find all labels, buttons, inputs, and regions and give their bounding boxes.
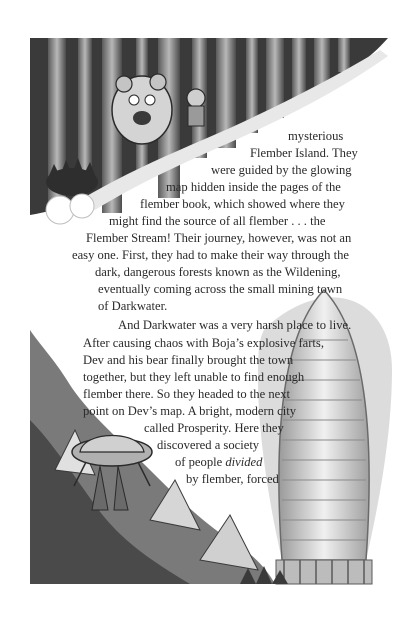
bear-character	[112, 74, 172, 144]
text-line: were guided by the glowing	[211, 163, 352, 177]
text-line: After causing chaos with Boja’s explosive farts,	[83, 336, 324, 350]
text-line: map hidden inside the pages of the	[166, 180, 341, 194]
text-line: dark, dangerous forests known as the Wildening,	[95, 265, 341, 279]
text-line: mysterious	[288, 129, 344, 143]
text-line: Dev and his bear finally brought the town	[83, 353, 294, 367]
text-line: together, but they left unable to find enough	[83, 370, 305, 384]
text-line: easy one. First, they had to make their way through the	[72, 248, 349, 262]
text-line: eventually coming across the small mining town	[98, 282, 343, 296]
text-line: might find the source of all flember . . . the	[109, 214, 326, 228]
text-line: And Darkwater was a very harsh place to live.	[118, 318, 352, 332]
text-line: flember book, which showed where they	[140, 197, 345, 211]
text-line: discovered a society	[157, 438, 260, 452]
text-line	[175, 455, 262, 470]
text-line: called Prosperity. Here they	[144, 421, 284, 435]
text-line: Flember Stream! Their journey, however, was not an	[86, 231, 352, 245]
text-line: by flember, forced	[186, 472, 279, 486]
text-line: of Darkwater.	[98, 299, 168, 313]
boy-character	[187, 89, 205, 126]
crystal-tower	[258, 290, 392, 584]
emphasized-word: divided	[225, 455, 263, 469]
text-line: Flember Island. They	[250, 146, 358, 160]
text-fragment: of people	[175, 455, 223, 469]
text-line: flember there. So they headed to the next	[83, 387, 291, 401]
text-line: point on Dev’s map. A bright, modern city	[83, 404, 297, 418]
